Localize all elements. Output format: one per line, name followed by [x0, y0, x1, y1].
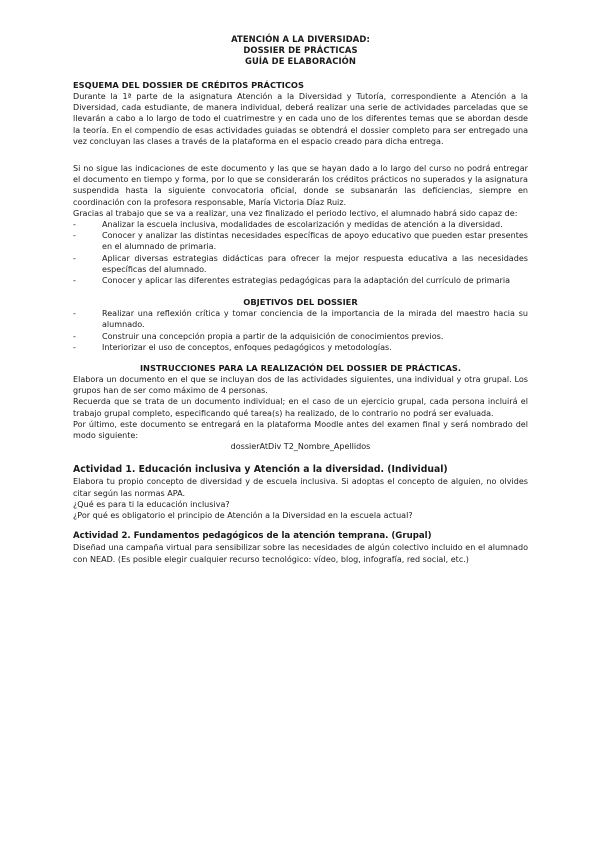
document-page: [73, 34, 528, 565]
esquema-paragraph-3: Gracias al trabajo que se va a realizar, una vez finalizado el periodo lectivo, el alumnado habrá sido capaz de:: [73, 208, 518, 218]
esquema-paragraph-1: Durante la 1ª parte de la asignatura Atención a la Diversidad y Tutoría, correspondiente a Atención a la Diversidad, cada estudiante, de manera individual, deberá realizar una serie de actividades parceladas que se llevarán a cabo a lo largo de todo el cuatrimestre y en cada uno de los diferentes temas que se abordan desde la teoría. En el compendio de esas actividades guiadas se obtendrá el dossier completo para ser entregado una vez concluyan las clases a través de la plataforma en el espacio creado para dicha entrega.: [73, 92, 528, 146]
file-name-format: dossierAtDiv T2_Nombre_Apellidos: [230, 442, 371, 452]
title-line-1: ATENCIÓN A LA DIVERSIDAD:: [231, 34, 370, 44]
title-line-2: DOSSIER DE PRÁCTICAS: [243, 45, 358, 55]
list-item: - Construir una concepción propia a partir de la adquisición de conocimientos previos.: [73, 331, 528, 342]
actividad-1-heading: Actividad 1. Educación inclusiva y Atención a la diversidad. (Individual): [73, 464, 448, 476]
actividad-1-question-2: ¿Por qué es obligatorio el principio de Atención a la Diversidad en la escuela actual?: [73, 511, 413, 521]
list-item: - Interiorizar el uso de conceptos, enfoques pedagógicos y metodologías.: [73, 342, 528, 353]
actividad-2-paragraph: Diseñad una campaña virtual para sensibilizar sobre las necesidades de algún colectivo incluido en el alumnado con NEAD. (Es posible elegir cualquier recurso tecnológico: vídeo, blog, infografía, red social, etc.): [73, 543, 528, 564]
list-item: - Conocer y analizar las distintas necesidades específicas de apoyo educativo que pueden estar presentes en el alumnado de primaria.: [73, 230, 528, 252]
objetivos-list: [73, 308, 528, 353]
capacidades-list: [73, 219, 528, 286]
list-item: - Conocer y aplicar las diferentes estrategias pedagógicas para la adaptación del currículo de primaria: [73, 275, 528, 286]
list-item: - Analizar la escuela inclusiva, modalidades de escolarización y medidas de atención a la diversidad.: [73, 219, 528, 230]
instrucciones-paragraph-3: Por último, este documento se entregará en la plataforma Moodle antes del examen final y será nombrado del modo siguiente:: [73, 419, 528, 441]
document-title: [73, 34, 528, 67]
actividad-1-paragraph: Elabora tu propio concepto de diversidad y de escuela inclusiva. Si adoptas el concepto de alguien, no olvides citar según las normas APA.: [73, 477, 528, 498]
actividad-2-heading: Actividad 2. Fundamentos pedagógicos de la atención temprana. (Grupal): [73, 531, 432, 542]
instrucciones-heading: INSTRUCCIONES PARA LA REALIZACIÓN DEL DOSSIER DE PRÁCTICAS.: [139, 363, 462, 374]
objetivos-heading: OBJETIVOS DEL DOSSIER: [243, 297, 358, 308]
list-item: - Realizar una reflexión crítica y tomar conciencia de la importancia de la mirada del maestro hacia su alumnado.: [73, 308, 528, 330]
list-item: - Aplicar diversas estrategias didácticas para ofrecer la mejor respuesta educativa a las necesidades específicas del alumnado.: [73, 253, 528, 275]
actividad-1-question-1: ¿Qué es para ti la educación inclusiva?: [73, 499, 230, 509]
esquema-heading: ESQUEMA DEL DOSSIER DE CRÉDITOS PRÁCTICOS: [73, 80, 304, 90]
instrucciones-paragraph-2: Recuerda que se trata de un documento individual; en el caso de un ejercicio grupal, cada persona incluirá el trabajo grupal completo, especificando qué tarea(s) ha realizado, de lo contrario no podrá ser evaluada.: [73, 397, 528, 418]
esquema-paragraph-2: Si no sigue las indicaciones de este documento y las que se hayan dado a lo largo del curso no podrá entregar el documento en tiempo y forma, por lo que se considerarán los créditos prácticos no superados y la asignatura suspendida hasta la siguiente convocatoria oficial, donde se subsanarán las deficiencias, siempre en coordinación con la profesora responsable, María Victoria Díaz Ruiz.: [73, 164, 528, 207]
instrucciones-paragraph-1: Elabora un documento en el que se incluyan dos de las actividades siguientes, una individual y otra grupal. Los grupos han de ser como máximo de 4 personas.: [73, 375, 528, 396]
title-line-3: GUÍA DE ELABORACIÓN: [244, 56, 357, 66]
